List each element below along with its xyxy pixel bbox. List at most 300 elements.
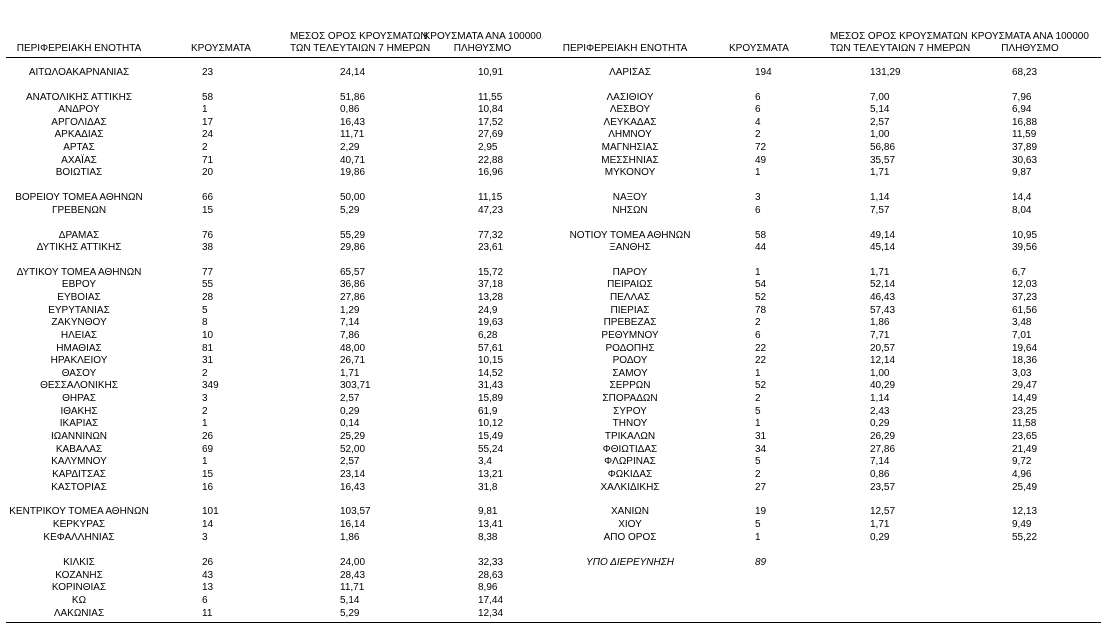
cell-cases: 43 [202,570,214,581]
cell-cases: 69 [202,444,214,455]
region-name: ΡΟΔΟΠΗΣ [605,343,655,354]
region-name: ΧΑΛΚΙΔΙΚΗΣ [600,482,660,493]
cell-per: 32,33 [478,557,504,568]
cell-cases: 89 [755,557,767,568]
cell-avg: 5,29 [340,205,360,216]
cell-avg: 0,86 [340,104,360,115]
cell-avg: 57,43 [870,305,896,316]
cell-cases: 6 [755,205,761,216]
cell-cases: 24 [202,129,214,140]
cell-per: 30,63 [1012,155,1038,166]
region-name: ΑΝΑΤΟΛΙΚΗΣ ΑΤΤΙΚΗΣ [25,92,133,103]
cell-avg: 25,29 [340,431,366,442]
region-name: ΞΑΝΘΗΣ [609,242,651,253]
cell-per: 9,49 [1012,519,1032,530]
region-name: ΜΑΓΝΗΣΙΑΣ [601,142,659,153]
cell-avg: 45,14 [870,242,896,253]
cell-per: 6,94 [1012,104,1032,115]
cell-cases: 19 [755,506,767,517]
cell-per: 77,32 [478,230,504,241]
cell-per: 16,88 [1012,117,1038,128]
cell-per: 31,8 [478,482,498,493]
cell-per: 55,24 [478,444,504,455]
cell-per: 17,44 [478,595,504,606]
cell-cases: 5 [202,305,208,316]
cell-per: 8,96 [478,582,498,593]
region-name: ΚΑΛΥΜΝΟΥ [51,456,107,467]
cell-avg: 1,86 [870,317,890,328]
cell-avg: 48,00 [340,343,366,354]
cell-per: 15,72 [478,267,504,278]
cell-per: 16,96 [478,167,504,178]
cell-per: 11,55 [478,92,503,103]
cell-cases: 2 [755,317,761,328]
cell-avg: 5,14 [340,595,360,606]
region-name: ΣΥΡΟΥ [613,406,647,417]
cell-per: 23,25 [1012,406,1038,417]
cell-cases: 58 [755,230,767,241]
region-name: ΛΕΣΒΟΥ [609,104,651,115]
cell-cases: 71 [202,155,214,166]
region-name: ΑΙΤΩΛΟΑΚΑΡΝΑΝΙΑΣ [28,67,130,78]
cell-cases: 101 [202,506,219,517]
cell-avg: 65,57 [340,267,366,278]
region-name: ΡΕΘΥΜΝΟΥ [601,330,659,341]
table-top-rule [6,57,1101,58]
cell-per: 8,38 [478,532,498,543]
header-avg-left-1: ΜΕΣΟΣ ΟΡΟΣ ΚΡΟΥΣΜΑΤΩΝ [290,31,428,42]
cell-cases: 81 [202,343,214,354]
cell-avg: 2,57 [870,117,890,128]
cell-avg: 55,29 [340,230,366,241]
header-cases-right: ΚΡΟΥΣΜΑΤΑ [729,43,789,54]
cell-cases: 31 [202,355,214,366]
cell-avg: 1,71 [870,267,890,278]
region-name: ΡΟΔΟΥ [612,355,648,366]
cell-cases: 1 [755,267,761,278]
cell-cases: 1 [755,532,761,543]
cell-cases: 3 [202,393,208,404]
cell-per: 29,47 [1012,380,1038,391]
region-name: ΑΡΤΑΣ [63,142,95,153]
cell-per: 57,61 [478,343,504,354]
cell-cases: 20 [202,167,214,178]
cell-per: 3,48 [1012,317,1032,328]
cell-cases: 27 [755,482,767,493]
cell-per: 17,52 [478,117,504,128]
cell-per: 9,87 [1012,167,1032,178]
cell-cases: 23 [202,67,214,78]
cell-per: 37,18 [478,279,504,290]
cell-avg: 2,29 [340,142,360,153]
header-per-right-1: ΚΡΟΥΣΜΑΤΑ ΑΝΑ 100000 [971,31,1089,42]
header-per-right-2: ΠΛΗΘΥΣΜΟ [1001,43,1059,54]
region-name: ΚΕΡΚΥΡΑΣ [52,519,106,530]
region-name: ΚΑΣΤΟΡΙΑΣ [51,482,107,493]
region-name: ΛΑΚΩΝΙΑΣ [53,608,105,619]
header-per-left-2: ΠΛΗΘΥΣΜΟ [453,43,512,54]
region-name: ΙΚΑΡΙΑΣ [59,418,99,429]
cell-per: 10,15 [478,355,504,366]
cell-avg: 103,57 [340,506,371,517]
region-name: ΓΡΕΒΕΝΩΝ [51,205,107,216]
cell-cases: 31 [755,431,767,442]
header-region-left: ΠΕΡΙΦΕΡΕΙΑΚΗ ΕΝΟΤΗΤΑ [16,43,142,54]
cell-cases: 13 [202,582,214,593]
region-name: ΕΥΒΟΙΑΣ [57,292,101,303]
cell-per: 12,34 [478,608,504,619]
cell-cases: 15 [202,469,214,480]
region-name: ΦΘΙΩΤΙΔΑΣ [602,444,658,455]
cell-per: 3,03 [1012,368,1032,379]
cell-cases: 6 [755,104,761,115]
cell-avg: 11,71 [340,582,365,593]
cell-cases: 2 [202,368,208,379]
region-name: ΛΑΣΙΘΙΟΥ [606,92,654,103]
cell-cases: 54 [755,279,767,290]
region-name: ΤΗΝΟΥ [612,418,648,429]
cell-avg: 49,14 [870,230,896,241]
region-name: ΘΑΣΟΥ [61,368,97,379]
cell-avg: 7,00 [870,92,890,103]
cell-cases: 66 [202,192,214,203]
region-name: ΒΟΙΩΤΙΑΣ [55,167,103,178]
cell-per: 18,36 [1012,355,1038,366]
cell-avg: 5,29 [340,608,360,619]
cell-per: 11,58 [1012,418,1037,429]
region-name: ΑΧΑΪΑΣ [61,155,97,166]
cell-per: 25,49 [1012,482,1038,493]
cell-cases: 1 [202,104,208,115]
region-name: ΚΙΛΚΙΣ [63,557,95,568]
cell-per: 13,28 [478,292,504,303]
cell-per: 24,9 [478,305,498,316]
region-name: ΗΜΑΘΙΑΣ [56,343,102,354]
cell-avg: 1,29 [340,305,360,316]
region-name: ΛΑΡΙΣΑΣ [609,67,651,78]
cell-cases: 6 [755,330,761,341]
region-name: ΣΠΟΡΑΔΩΝ [602,393,658,404]
cell-avg: 7,86 [340,330,360,341]
region-name: ΜΥΚΟΝΟΥ [604,167,656,178]
cell-cases: 4 [755,117,761,128]
cell-per: 7,01 [1012,330,1032,341]
region-name: ΑΡΓΟΛΙΔΑΣ [51,117,107,128]
region-name: ΘΕΣΣΑΛΟΝΙΚΗΣ [40,380,118,391]
cell-cases: 15 [202,205,214,216]
cell-cases: 8 [202,317,208,328]
cell-avg: 24,00 [340,557,366,568]
cell-avg: 1,86 [340,532,360,543]
cell-cases: 38 [202,242,214,253]
cell-avg: 303,71 [340,380,371,391]
cell-per: 19,64 [1012,343,1038,354]
cell-cases: 6 [202,595,208,606]
cell-per: 9,81 [478,506,498,517]
cell-per: 10,12 [478,418,504,429]
cell-cases: 2 [755,129,761,140]
cell-cases: 44 [755,242,767,253]
cell-per: 12,03 [1012,279,1038,290]
cell-avg: 28,43 [340,570,366,581]
cell-avg: 23,14 [340,469,366,480]
region-name: ΔΥΤΙΚΟΥ ΤΟΜΕΑ ΑΘΗΝΩΝ [16,267,142,278]
region-name: ΙΘΑΚΗΣ [60,406,98,417]
cell-per: 12,13 [1012,506,1038,517]
region-name: ΔΥΤΙΚΗΣ ΑΤΤΙΚΗΣ [36,242,122,253]
cell-avg: 7,14 [340,317,360,328]
cell-per: 13,41 [478,519,504,530]
region-name: ΚΩ [71,595,87,606]
cell-avg: 0,86 [870,469,890,480]
cell-per: 47,23 [478,205,504,216]
cell-avg: 1,71 [870,167,890,178]
cell-cases: 2 [202,142,208,153]
cell-cases: 6 [755,92,761,103]
header-avg-right-2: ΤΩΝ ΤΕΛΕΥΤΑΙΩΝ 7 ΗΜΕΡΩΝ [830,43,971,54]
cell-avg: 12,14 [870,355,896,366]
cell-avg: 0,29 [340,406,360,417]
cell-per: 21,49 [1012,444,1038,455]
region-name: ΦΩΚΙΔΑΣ [607,469,653,480]
region-name: ΚΑΡΔΙΤΣΑΣ [52,469,106,480]
cell-avg: 0,29 [870,532,890,543]
cell-avg: 52,14 [870,279,896,290]
cell-per: 37,89 [1012,142,1038,153]
region-name: ΝΑΞΟΥ [612,192,648,203]
cell-avg: 5,14 [870,104,890,115]
cell-avg: 1,71 [870,519,890,530]
cell-avg: 27,86 [870,444,896,455]
cell-per: 68,23 [1012,67,1038,78]
cell-per: 27,69 [478,129,504,140]
cell-avg: 1,71 [340,368,360,379]
cell-cases: 2 [755,469,761,480]
cell-avg: 1,00 [870,129,890,140]
cell-avg: 40,71 [340,155,366,166]
region-name: ΚΟΡΙΝΘΙΑΣ [51,582,107,593]
cell-avg: 23,57 [870,482,896,493]
cell-per: 28,63 [478,570,504,581]
region-name: ΝΗΣΩΝ [612,205,648,216]
cell-avg: 0,29 [870,418,890,429]
cell-per: 39,56 [1012,242,1038,253]
cell-avg: 56,86 [870,142,896,153]
cell-cases: 72 [755,142,767,153]
region-name: ΒΟΡΕΙΟΥ ΤΟΜΕΑ ΑΘΗΝΩΝ [15,192,143,203]
cell-cases: 58 [202,92,214,103]
cell-cases: 34 [755,444,767,455]
cell-avg: 16,43 [340,117,366,128]
region-name: ΚΕΦΑΛΛΗΝΙΑΣ [43,532,115,543]
cell-avg: 1,14 [870,192,890,203]
header-avg-right-1: ΜΕΣΟΣ ΟΡΟΣ ΚΡΟΥΣΜΑΤΩΝ [830,31,968,42]
cell-avg: 19,86 [340,167,366,178]
cell-per: 13,21 [478,469,504,480]
region-name: ΠΡΕΒΕΖΑΣ [603,317,657,328]
cell-cases: 22 [755,343,767,354]
cell-avg: 50,00 [340,192,366,203]
cell-per: 37,23 [1012,292,1038,303]
cell-avg: 1,00 [870,368,890,379]
cell-per: 15,89 [478,393,504,404]
region-name: ΥΠΟ ΔΙΕΡΕΥΝΗΣΗ [586,557,674,568]
cell-per: 3,4 [478,456,492,467]
cell-per: 55,22 [1012,532,1038,543]
cell-avg: 2,43 [870,406,890,417]
cell-cases: 5 [755,406,761,417]
cell-avg: 16,43 [340,482,366,493]
cell-avg: 7,71 [870,330,890,341]
region-name: ΠΕΙΡΑΙΩΣ [607,279,653,290]
cell-avg: 1,14 [870,393,890,404]
cell-cases: 3 [755,192,761,203]
region-name: ΕΥΡΥΤΑΝΙΑΣ [48,305,110,316]
region-name: ΚΕΝΤΡΙΚΟΥ ΤΟΜΕΑ ΑΘΗΝΩΝ [9,506,149,517]
header-region-right: ΠΕΡΙΦΕΡΕΙΑΚΗ ΕΝΟΤΗΤΑ [562,43,688,54]
cell-cases: 11 [202,608,213,619]
cell-per: 23,61 [478,242,504,253]
cell-cases: 77 [202,267,214,278]
region-name: ΠΑΡΟΥ [612,267,648,278]
region-name: ΠΕΛΛΑΣ [609,292,651,303]
cell-cases: 17 [202,117,214,128]
cell-cases: 2 [202,406,208,417]
cell-per: 15,49 [478,431,504,442]
cell-per: 14,4 [1012,192,1032,203]
region-name: ΛΕΥΚΑΔΑΣ [603,117,657,128]
cell-cases: 1 [755,418,761,429]
cell-avg: 12,57 [870,506,896,517]
region-name: ΣΕΡΡΩΝ [609,380,651,391]
region-name: ΑΠΟ ΟΡΟΣ [603,532,657,543]
cell-per: 7,96 [1012,92,1032,103]
region-name: ΗΡΑΚΛΕΙΟΥ [50,355,108,366]
region-name: ΦΛΩΡΙΝΑΣ [604,456,656,467]
region-name: ΚΟΖΑΝΗΣ [55,570,103,581]
region-name: ΘΗΡΑΣ [62,393,96,404]
cell-per: 14,52 [478,368,504,379]
cell-per: 23,65 [1012,431,1038,442]
cell-avg: 11,71 [340,129,365,140]
cell-avg: 27,86 [340,292,366,303]
region-name: ΗΛΕΙΑΣ [60,330,98,341]
cell-per: 6,7 [1012,267,1026,278]
cell-cases: 1 [755,167,761,178]
cell-cases: 10 [202,330,214,341]
header-avg-left-2: ΤΩΝ ΤΕΛΕΥΤΑΙΩΝ 7 ΗΜΕΡΩΝ [290,43,431,54]
region-name: ΧΑΝΙΩΝ [610,506,650,517]
cell-cases: 26 [202,431,214,442]
cell-cases: 3 [202,532,208,543]
region-name: ΣΑΜΟΥ [612,368,648,379]
cell-cases: 55 [202,279,214,290]
cell-avg: 0,14 [340,418,360,429]
region-name: ΔΡΑΜΑΣ [58,230,100,241]
cell-avg: 26,29 [870,431,896,442]
region-name: ΕΒΡΟΥ [61,279,97,290]
cell-per: 6,28 [478,330,498,341]
cell-cases: 5 [755,519,761,530]
cell-avg: 29,86 [340,242,366,253]
cell-cases: 349 [202,380,219,391]
cell-per: 4,96 [1012,469,1032,480]
cell-avg: 35,57 [870,155,896,166]
region-name: ΚΑΒΑΛΑΣ [55,444,103,455]
cell-avg: 40,29 [870,380,896,391]
cell-avg: 7,57 [870,205,890,216]
cell-per: 11,15 [478,192,503,203]
cell-cases: 194 [755,67,772,78]
cell-per: 2,95 [478,142,498,153]
cell-avg: 51,86 [340,92,366,103]
cell-cases: 1 [755,368,761,379]
region-name: ΤΡΙΚΑΛΩΝ [604,431,656,442]
cell-cases: 52 [755,292,767,303]
cell-cases: 28 [202,292,214,303]
region-name: ΑΡΚΑΔΙΑΣ [54,129,104,140]
region-name: ΖΑΚΥΝΘΟΥ [51,317,107,328]
region-name: ΑΝΔΡΟΥ [58,104,100,115]
cell-avg: 36,86 [340,279,366,290]
header-per-left-1: ΚΡΟΥΣΜΑΤΑ ΑΝΑ 100000 [423,31,542,42]
region-name: ΠΙΕΡΙΑΣ [610,305,650,316]
cell-cases: 16 [202,482,214,493]
cell-per: 10,95 [1012,230,1038,241]
cell-per: 19,63 [478,317,504,328]
cell-cases: 26 [202,557,214,568]
cell-per: 14,49 [1012,393,1038,404]
region-name: ΝΟΤΙΟΥ ΤΟΜΕΑ ΑΘΗΝΩΝ [569,230,691,241]
cell-per: 10,84 [478,104,504,115]
cell-per: 22,88 [478,155,504,166]
header-cases-left: ΚΡΟΥΣΜΑΤΑ [191,43,251,54]
table-bottom-rule [6,622,1101,623]
cell-avg: 20,57 [870,343,896,354]
cell-per: 10,91 [478,67,504,78]
cell-cases: 1 [202,418,208,429]
cell-cases: 2 [755,393,761,404]
cell-cases: 14 [202,519,214,530]
cell-cases: 76 [202,230,214,241]
cell-per: 11,59 [1012,129,1037,140]
region-name: ΜΕΣΣΗΝΙΑΣ [601,155,659,166]
region-name: ΙΩΑΝΝΙΝΩΝ [50,431,108,442]
cell-per: 8,04 [1012,205,1032,216]
cell-avg: 2,57 [340,456,360,467]
cell-avg: 16,14 [340,519,366,530]
cell-cases: 52 [755,380,767,391]
cell-per: 9,72 [1012,456,1032,467]
cell-cases: 5 [755,456,761,467]
cell-avg: 131,29 [870,67,901,78]
cell-avg: 2,57 [340,393,360,404]
cell-avg: 26,71 [340,355,366,366]
cell-cases: 1 [202,456,208,467]
cell-cases: 22 [755,355,767,366]
cell-avg: 7,14 [870,456,890,467]
cell-avg: 24,14 [340,67,366,78]
cell-avg: 52,00 [340,444,366,455]
cell-cases: 78 [755,305,767,316]
region-name: ΛΗΜΝΟΥ [608,129,652,140]
cell-cases: 49 [755,155,767,166]
cell-per: 31,43 [478,380,504,391]
region-name: ΧΙΟΥ [618,519,642,530]
cell-avg: 46,43 [870,292,896,303]
cell-per: 61,9 [478,406,498,417]
cell-per: 61,56 [1012,305,1038,316]
